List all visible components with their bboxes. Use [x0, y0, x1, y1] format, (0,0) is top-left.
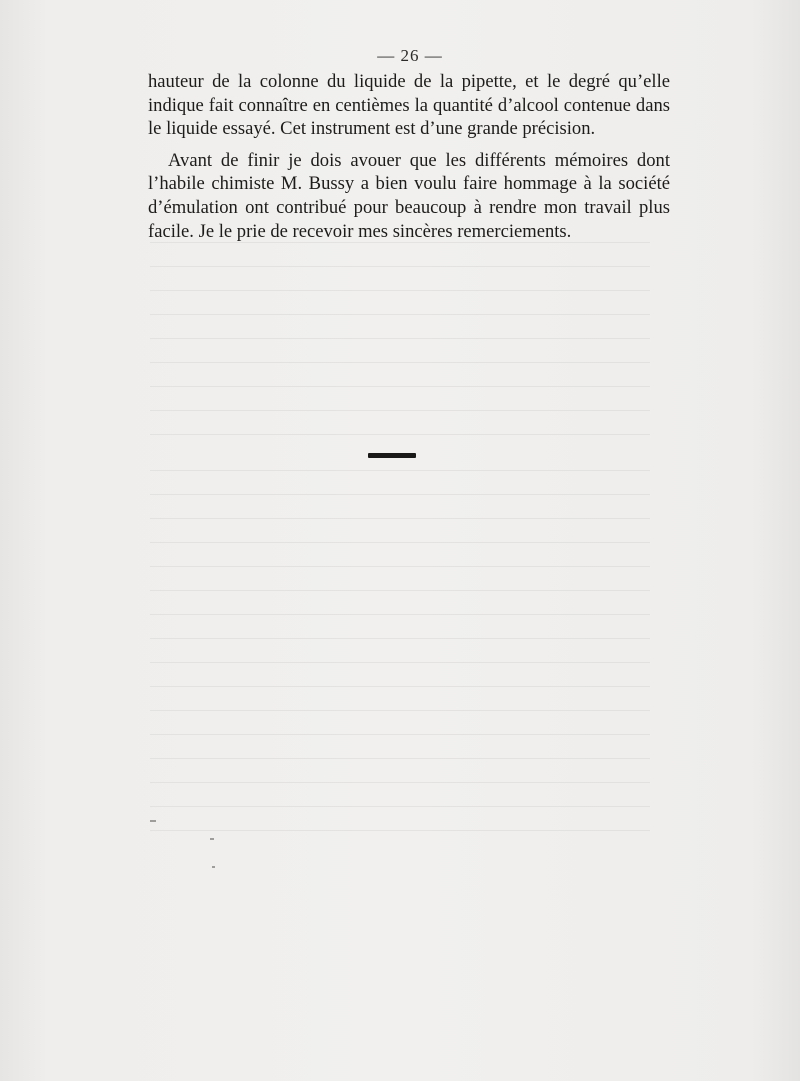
- page-number: — 26 —: [377, 46, 443, 65]
- section-separator: [368, 453, 416, 458]
- body-text: [148, 70, 670, 243]
- paragraph-1: hauteur de la colonne du liquide de la pipette, et le degré qu’elle indique fait connaître en centièmes la quantité d’alcool contenue dans le liquide essayé. Cet instrument est d’une grande précision.: [148, 71, 670, 140]
- paragraph-2: Avant de finir je dois avouer que les différents mémoires dont l’habile chimiste M. Bussy a bien voulu faire hommage à la société d’émulation ont contribué pour beaucoup à rendre mon travail plus facile. Je le prie de recevoir mes sincères remerciements.: [148, 149, 670, 242]
